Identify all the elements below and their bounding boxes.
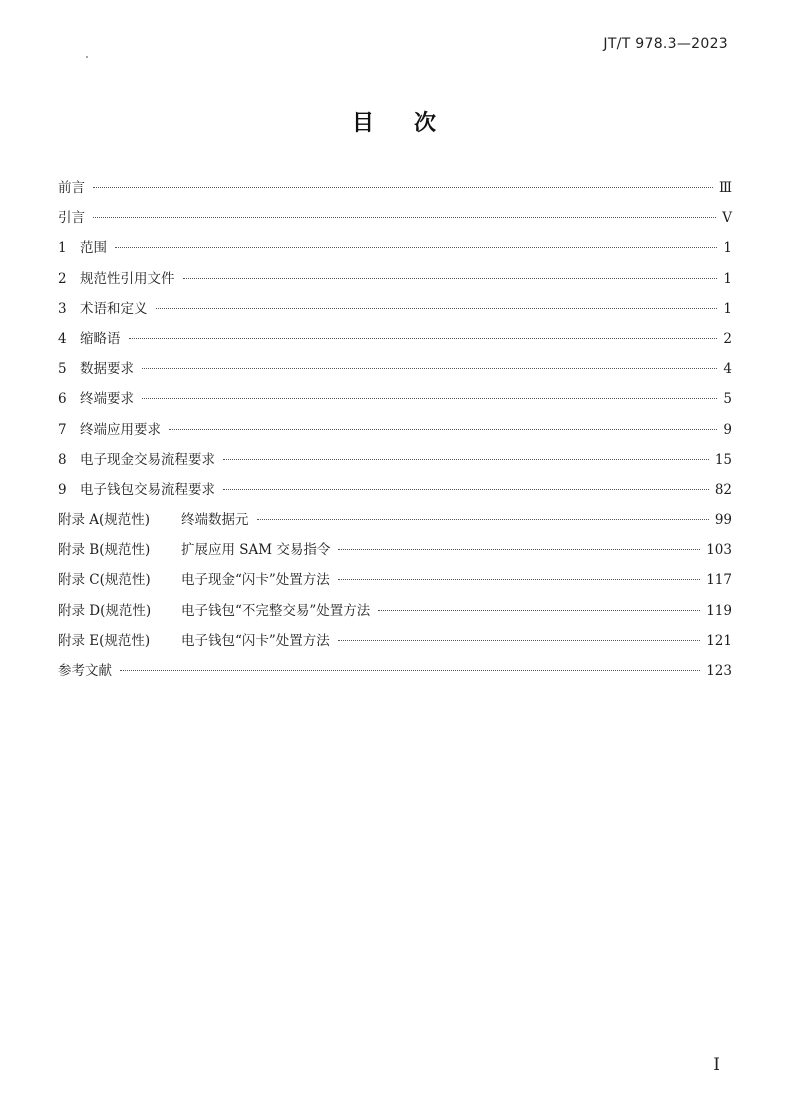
toc-leader bbox=[223, 459, 709, 460]
toc-number: 8 bbox=[58, 451, 67, 468]
page-title bbox=[0, 106, 790, 137]
toc-page: 1 bbox=[723, 240, 732, 257]
toc-leader bbox=[378, 610, 700, 611]
toc-leader bbox=[169, 429, 717, 430]
toc-entry-bibliography[interactable] bbox=[58, 659, 732, 689]
toc-leader bbox=[257, 519, 709, 520]
toc-page: Ⅲ bbox=[718, 180, 732, 196]
toc-entry-6[interactable] bbox=[58, 387, 732, 417]
toc-leader bbox=[93, 217, 716, 218]
toc-entry-annex-d[interactable] bbox=[58, 599, 732, 629]
toc-annex-prefix: 附录 B(规范性) bbox=[58, 542, 151, 559]
toc-number: 6 bbox=[58, 391, 67, 408]
toc-label: 引言 bbox=[58, 210, 85, 227]
toc-entry-introduction[interactable] bbox=[58, 206, 732, 236]
toc-number: 7 bbox=[58, 421, 67, 438]
toc-entry-annex-a[interactable] bbox=[58, 508, 732, 538]
toc-label: 参考文献 bbox=[58, 663, 112, 679]
toc-page: 5 bbox=[723, 391, 732, 408]
toc-page: 82 bbox=[714, 481, 732, 498]
toc-leader bbox=[223, 489, 709, 490]
toc-label: 电子钱包交易流程要求 bbox=[80, 481, 215, 498]
toc-entry-annex-b[interactable] bbox=[58, 538, 732, 568]
toc-page: 103 bbox=[706, 542, 732, 559]
toc-entry-annex-e[interactable] bbox=[58, 629, 732, 659]
toc-number: 9 bbox=[58, 481, 67, 498]
toc-page: 15 bbox=[714, 451, 732, 468]
toc-entry-annex-c[interactable] bbox=[58, 568, 732, 598]
toc-annex-prefix: 附录 D(规范性) bbox=[58, 602, 152, 619]
toc-page: 119 bbox=[706, 602, 732, 619]
table-of-contents bbox=[58, 176, 732, 689]
toc-page: 121 bbox=[706, 632, 732, 649]
toc-page: 117 bbox=[706, 572, 732, 589]
toc-number: 5 bbox=[58, 361, 67, 378]
toc-page: V bbox=[722, 210, 732, 227]
toc-annex-prefix: 附录 E(规范性) bbox=[58, 632, 151, 649]
title-char-2: 次 bbox=[414, 111, 439, 136]
toc-page: 99 bbox=[714, 512, 732, 529]
toc-number: 4 bbox=[58, 330, 67, 347]
toc-label: 电子钱包“闪卡”处置方法 bbox=[181, 632, 330, 649]
toc-label: 术语和定义 bbox=[80, 300, 148, 317]
scan-speck bbox=[86, 56, 88, 58]
toc-page: 123 bbox=[706, 663, 732, 679]
toc-entry-1[interactable] bbox=[58, 236, 732, 266]
toc-leader bbox=[93, 187, 713, 188]
toc-leader bbox=[142, 398, 717, 399]
toc-annex-prefix: 附录 C(规范性) bbox=[58, 572, 151, 589]
toc-label: 范围 bbox=[80, 240, 107, 257]
page-number: I bbox=[713, 1055, 720, 1075]
toc-entry-4[interactable] bbox=[58, 327, 732, 357]
toc-entry-8[interactable] bbox=[58, 448, 732, 478]
toc-leader bbox=[156, 308, 718, 309]
toc-page: 1 bbox=[723, 270, 732, 287]
toc-label: 前言 bbox=[58, 180, 85, 196]
toc-number: 1 bbox=[58, 240, 67, 257]
toc-label: 缩略语 bbox=[80, 330, 121, 347]
toc-label: 电子现金“闪卡”处置方法 bbox=[181, 572, 330, 589]
toc-leader bbox=[129, 338, 718, 339]
toc-leader bbox=[120, 670, 700, 671]
toc-label: 扩展应用 SAM 交易指令 bbox=[181, 542, 331, 559]
toc-label: 终端要求 bbox=[80, 391, 134, 408]
toc-entry-7[interactable] bbox=[58, 418, 732, 448]
toc-page: 2 bbox=[723, 330, 732, 347]
toc-label: 规范性引用文件 bbox=[80, 270, 175, 287]
toc-entry-9[interactable] bbox=[58, 478, 732, 508]
toc-leader bbox=[338, 579, 700, 580]
toc-page: 4 bbox=[723, 361, 732, 378]
toc-label: 电子钱包“不完整交易”处置方法 bbox=[181, 602, 371, 619]
standard-code: JT/T 978.3—2023 bbox=[603, 36, 728, 52]
toc-leader bbox=[338, 549, 700, 550]
toc-label: 数据要求 bbox=[80, 361, 134, 378]
toc-entry-5[interactable] bbox=[58, 357, 732, 387]
toc-label: 终端数据元 bbox=[181, 512, 249, 529]
toc-annex-prefix: 附录 A(规范性) bbox=[58, 512, 151, 529]
toc-number: 3 bbox=[58, 300, 67, 317]
toc-entry-3[interactable] bbox=[58, 297, 732, 327]
toc-leader bbox=[115, 247, 717, 248]
title-char-1: 目 bbox=[351, 111, 376, 136]
toc-number: 2 bbox=[58, 270, 67, 287]
toc-leader bbox=[142, 368, 717, 369]
toc-entry-foreword[interactable] bbox=[58, 176, 732, 206]
toc-label: 电子现金交易流程要求 bbox=[80, 451, 215, 468]
toc-entry-2[interactable] bbox=[58, 267, 732, 297]
toc-page: 1 bbox=[723, 300, 732, 317]
toc-label: 终端应用要求 bbox=[80, 421, 161, 438]
toc-leader bbox=[338, 640, 700, 641]
toc-page: 9 bbox=[723, 421, 732, 438]
toc-leader bbox=[183, 278, 718, 279]
